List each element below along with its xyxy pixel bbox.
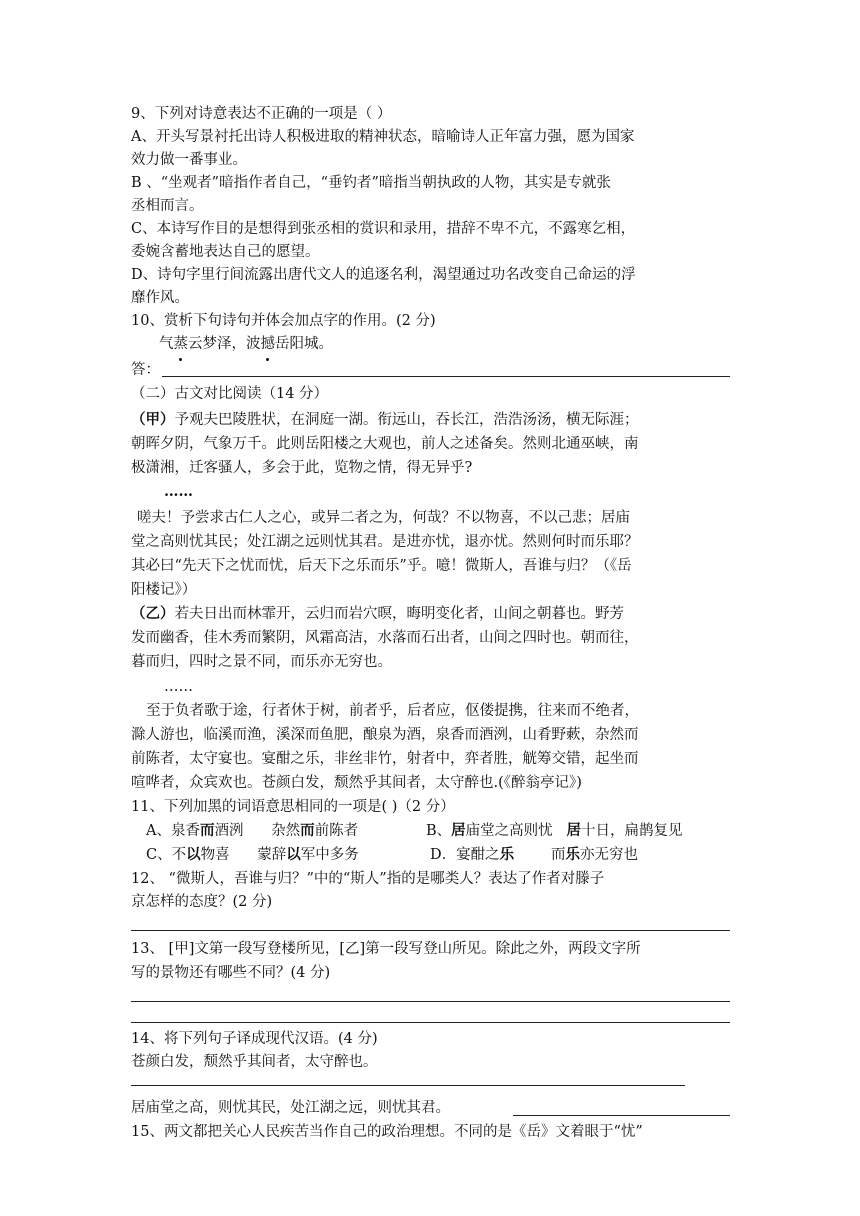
yi-line7: 喧哗者，众宾欢也。苍颜白发，颓然乎其间者，太守醉也.(《醉翁亭记》): [131, 775, 582, 791]
q10-answer-label: 答：: [131, 362, 160, 378]
jia-line1: （甲）予观夫巴陵胜状，在洞庭一湖。衔远山，吞长江，浩浩汤汤，横无际涯；: [131, 411, 639, 428]
jia-tag: （甲）: [131, 411, 175, 428]
jia-line4: 嗟夫！予尝求古仁人之心，或异二者之为，何哉？不以物喜，不以己悲；居庙: [137, 510, 630, 526]
q11-option-c: C、不以物喜 蒙辞以军中多务: [146, 846, 359, 863]
q9-option-a-line1: A、开头写景衬托出诗人积极进取的精神状态，暗喻诗人正年富力强，愿为国家: [131, 129, 635, 145]
q9-option-d-line1: D、诗句字里行间流露出唐代文人的追逐名利，渴望通过功名改变自己命运的浮: [131, 267, 636, 283]
q9-option-a-line2: 效力做一番事业。: [131, 152, 247, 168]
q12-line1: 12、 “微斯人，吾谁与归？”中的“斯人”指的是哪类人？表达了作者对滕子: [131, 871, 605, 887]
q9-option-c-line2: 委婉含蓄地表达自己的愿望。: [131, 244, 320, 260]
q10-dotted-char-1: 蒸: [174, 333, 189, 355]
q14-answer-line-2[interactable]: [513, 1115, 730, 1116]
q11-option-b: B、居庙堂之高则忧 居十日，扁鹊复见: [426, 822, 683, 839]
q9-option-c-line1: C、本诗写作目的是想得到张丞相的赏识和录用，措辞不卑不亢，不露寒乞相，: [131, 221, 636, 237]
q15-line1: 15、两文都把关心人民疾苦当作自己的政治理想。不同的是《岳》文着眼于“忧”: [131, 1124, 643, 1140]
q12-line2: 京怎样的态度？(2 分): [131, 894, 273, 910]
q14-sentence2: 居庙堂之高，则忧其民，处江湖之远，则忧其君。: [131, 1100, 450, 1116]
yi-line1: （乙）若夫日出而林霏开，云归而岩穴暝，晦明变化者，山间之朝暮也。野芳: [131, 605, 624, 622]
yi-line6: 前陈者，太守宴也。宴酣之乐，非丝非竹，射者中，弈者胜，觥筹交错，起坐而: [131, 751, 639, 767]
q14-stem: 14、将下列句子译成现代汉语。(4 分): [131, 1031, 378, 1047]
section2-title: （二）古文对比阅读（14 分）: [131, 386, 329, 402]
q11-option-d: D．宴酣之乐 而乐亦无穷也: [430, 846, 639, 863]
q13-answer-line-2[interactable]: [131, 1022, 730, 1023]
q9-option-b-line2: 丞相而言。: [131, 198, 204, 214]
q11-option-a: A、泉香而酒洌 杂然而前陈者: [146, 822, 359, 839]
q13-answer-line-1[interactable]: [131, 1001, 730, 1002]
q10-dotted-char-2: 撼: [261, 333, 276, 355]
yi-line4: 至于负者歌于途，行者休于树，前者乎，后者应，伛偻提携，往来而不绝者，: [146, 703, 639, 719]
jia-line6: 其必曰“先天下之忧而忧，后天下之乐而乐”乎。噫！微斯人，吾谁与归？（《岳: [131, 558, 632, 574]
q13-line2: 写的景物还有哪些不同？(4 分): [131, 965, 331, 981]
q13-line1: 13、 [甲]文第一段写登楼所见，[乙]第一段写登山所见。除此之外，两段文字所: [131, 941, 641, 957]
yi-ellipsis: ……: [164, 679, 193, 695]
q14-answer-line-1[interactable]: [131, 1085, 685, 1086]
yi-line5: 滁人游也，临溪而渔，溪深而鱼肥，酿泉为酒，泉香而酒洌，山肴野蔌，杂然而: [131, 727, 639, 743]
q11-stem: 11、下列加黑的词语意思相同的一项是( )（2 分）: [131, 799, 455, 815]
q10-stem: 10、赏析下句诗句并体会加点字的作用。(2 分): [131, 313, 436, 329]
yi-tag: （乙）: [131, 605, 175, 622]
jia-line2: 朝晖夕阴，气象万千。此则岳阳楼之大观也，前人之述备矣。然则北通巫峡，南: [131, 436, 639, 452]
q10-poem-line: 气蒸云梦泽，波撼岳阳城。: [159, 333, 333, 355]
q9-stem: 9、下列对诗意表达不正确的一项是（ ）: [131, 106, 392, 122]
q9-option-d-line2: 靡作风。: [131, 290, 189, 306]
jia-line7: 阳楼记》）: [131, 582, 197, 598]
yi-line2: 发而幽香，佳木秀而繁阴，风霜高洁，水落而石出者，山间之四时也。朝而往，: [131, 630, 639, 646]
jia-ellipsis: ……: [164, 483, 193, 500]
q9-option-b-line1: B 、“坐观者”暗指作者自己，“垂钓者”暗指当朝执政的人物，其实是专就张: [131, 175, 611, 191]
q12-answer-line[interactable]: [131, 930, 730, 931]
jia-line5: 堂之高则忧其民；处江湖之远则忧其君。是进亦忧，退亦忧。然则何时而乐耶？: [131, 534, 639, 550]
q10-answer-line[interactable]: [162, 376, 730, 377]
jia-line3: 极潇湘，迁客骚人，多会于此，览物之情，得无异乎?: [131, 460, 473, 476]
q14-sentence1: 苍颜白发，颓然乎其间者，太守醉也。: [131, 1054, 378, 1070]
yi-line3: 暮而归，四时之景不同，而乐亦无穷也。: [131, 654, 392, 670]
